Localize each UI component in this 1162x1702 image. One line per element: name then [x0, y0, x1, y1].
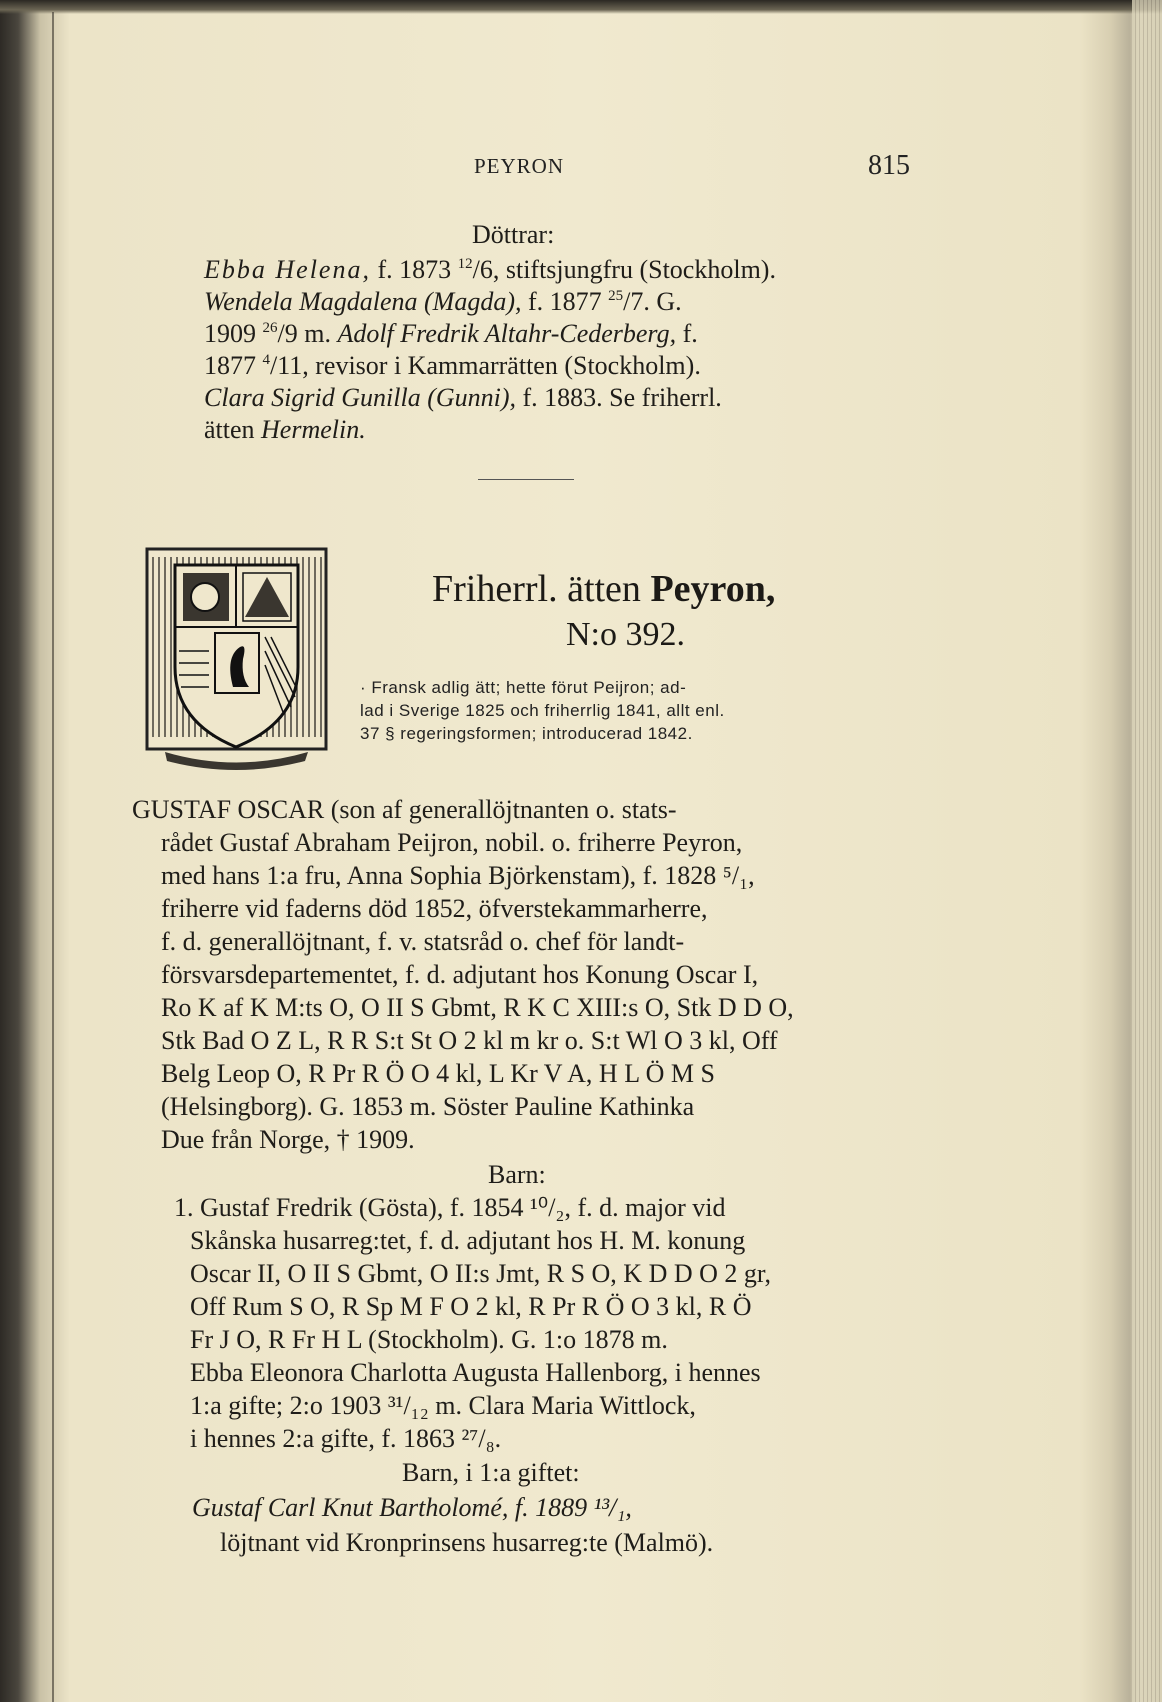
text: f. — [676, 319, 698, 348]
text: /9 m. — [277, 319, 338, 348]
grandchild-line-2: löjtnant vid Kronprinsens husarreg:te (Malmö). — [220, 1528, 714, 1557]
page-number: 815 — [868, 150, 910, 181]
text: /6, stiftsjungfru (Stockholm). — [472, 255, 776, 284]
sup: 26 — [262, 320, 278, 336]
coat-of-arms-image — [145, 547, 328, 771]
entry-line-11: Due från Norge, † 1909. — [161, 1125, 415, 1154]
description-line-3: 37 § regeringsformen; introducerad 1842. — [360, 724, 693, 743]
entry-line-7: Ro K af K M:ts O, O II S Gbmt, R K C XIII:s O, Stk D D O, — [161, 993, 794, 1022]
children-heading: Barn: — [488, 1160, 546, 1189]
running-header: PEYRON — [474, 154, 565, 178]
daughter-line-2 — [204, 287, 682, 317]
sup: 12 — [457, 256, 473, 272]
daughter-line-5 — [204, 383, 722, 413]
description-line-2: lad i Sverige 1825 och friherrlig 1841, allt enl. — [360, 701, 725, 720]
description-line-1: · Fransk adlig ätt; hette förut Peijron; ad- — [360, 678, 687, 697]
entry-line-9: Belg Leop O, R Pr R Ö O 4 kl, L Kr V A, H L Ö M S — [161, 1059, 715, 1088]
family-title — [432, 567, 775, 611]
page-edges — [1132, 0, 1162, 1702]
text: f. 1883. Se friherrl. — [516, 383, 722, 412]
entry-line-5: f. d. generallöjtnant, f. v. statsråd o. chef för landt- — [161, 927, 685, 956]
name-text: Hermelin. — [261, 415, 366, 444]
child-line-5: Fr J O, R Fr H L (Stockholm). G. 1:o 1878 m. — [190, 1325, 668, 1354]
child-line-3: Oscar II, O II S Gbmt, O II:s Jmt, R S O, K D D O 2 gr, — [190, 1259, 772, 1288]
grandchildren-heading: Barn, i 1:a giftet: — [402, 1458, 580, 1487]
child-line-1: 1. Gustaf Fredrik (Gösta), f. 1854 ¹⁰/₂, f. d. major vid — [174, 1193, 726, 1222]
gutter-line — [52, 12, 54, 1702]
text: f. 1873 — [370, 255, 458, 284]
sup: 4 — [262, 352, 270, 368]
grandchild-line-1: Gustaf Carl Knut Bartholomé, f. 1889 ¹³/₁, — [192, 1493, 632, 1522]
name-text: Clara Sigrid Gunilla (Gunni), — [204, 383, 517, 412]
text: /7. G. — [623, 287, 682, 316]
entry-line-3: med hans 1:a fru, Anna Sophia Björkenstam), f. 1828 ⁵/₁, — [161, 861, 755, 890]
name-text: Wendela Magdalena (Magda), — [204, 287, 522, 316]
entry-line-2: rådet Gustaf Abraham Peijron, nobil. o. friherre Peyron, — [161, 828, 743, 857]
daughter-line-4 — [204, 351, 701, 381]
sup: 25 — [608, 288, 624, 304]
child-line-2: Skånska husarreg:tet, f. d. adjutant hos H. M. konung — [190, 1226, 746, 1255]
entry-line-6: försvarsdepartementet, f. d. adjutant hos Konung Oscar I, — [161, 960, 759, 989]
daughter-line-3 — [204, 319, 698, 349]
text: f. 1877 — [521, 287, 609, 316]
child-line-6: Ebba Eleonora Charlotta Augusta Hallenborg, i hennes — [190, 1358, 761, 1387]
name-text: Ebba Helena, — [204, 255, 371, 284]
section-divider — [478, 479, 574, 480]
child-line-8: i hennes 2:a gifte, f. 1863 ²⁷/₈. — [190, 1424, 502, 1453]
daughter-line-1 — [204, 255, 776, 285]
daughters-heading: Döttrar: — [472, 220, 555, 249]
entry-line-10: (Helsingborg). G. 1853 m. Söster Pauline Kathinka — [161, 1092, 695, 1121]
text: ätten — [204, 415, 262, 444]
entry-line-1: GUSTAF OSCAR (son af generallöjtnanten o. stats- — [132, 795, 677, 824]
text: 1877 — [204, 351, 263, 380]
entry-line-8: Stk Bad O Z L, R R S:t St O 2 kl m kr o. S:t Wl O 3 kl, Off — [161, 1026, 778, 1055]
child-line-7: 1:a gifte; 2:o 1903 ³¹/₁₂ m. Clara Maria Wittlock, — [190, 1391, 696, 1420]
title-prefix: Friherrl. ätten — [432, 568, 641, 610]
daughter-line-6 — [204, 415, 366, 445]
name-text: Adolf Fredrik Altahr-Cederberg, — [337, 319, 677, 348]
text: 1909 — [204, 319, 263, 348]
family-number: N:o 392. — [566, 616, 685, 653]
page-top-shadow — [0, 0, 1162, 14]
title-name: Peyron, — [650, 568, 776, 610]
text: /11, revisor i Kammarrätten (Stockholm). — [270, 351, 701, 380]
entry-line-4: friherre vid faderns död 1852, öfverstekammarherre, — [161, 894, 708, 923]
child-line-4: Off Rum S O, R Sp M F O 2 kl, R Pr R Ö O 3 kl, R Ö — [190, 1292, 752, 1321]
